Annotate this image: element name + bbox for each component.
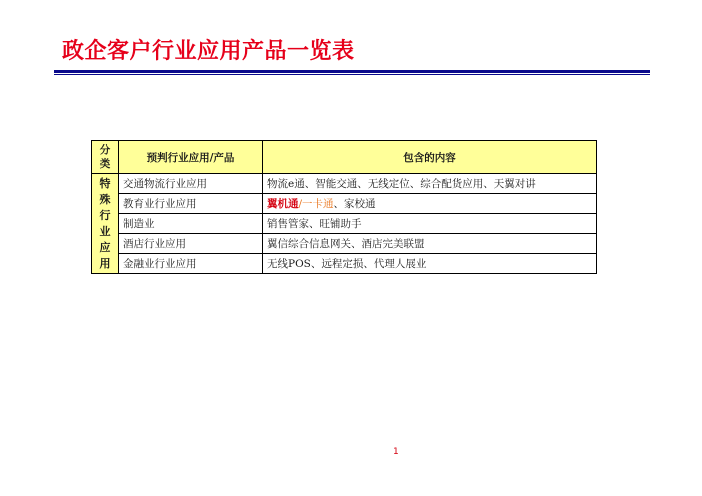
table-row [92,254,597,274]
title-underline-thin [54,74,650,75]
title-underline-thick [54,70,650,73]
highlight-red-text: 翼机通 [267,198,299,210]
content-cell: 物流e通、智能交通、无线定位、综合配货应用、天翼对讲 [263,174,597,194]
content-text: 、家校通 [333,198,376,210]
group-label: 特 殊 行 业 应 用 [92,174,119,274]
table-row [92,194,597,214]
table-header-row [92,141,597,174]
table-row [92,174,597,194]
content-cell [263,194,597,214]
page-title: 政企客户行业应用产品一览表 [62,39,355,64]
product-cell: 制造业 [119,214,263,234]
product-table [91,140,597,274]
product-cell: 金融业行业应用 [119,254,263,274]
product-column-header: 预判行业应用/产品 [119,141,263,174]
content-column-header: 包含的内容 [263,141,597,174]
page-number: 1 [393,447,399,457]
content-cell: 无线POS、远程定损、代理人展业 [263,254,597,274]
product-cell: 酒店行业应用 [119,234,263,254]
table-row [92,234,597,254]
content-cell: 销售管家、旺铺助手 [263,214,597,234]
table-row [92,214,597,234]
product-cell: 交通物流行业应用 [119,174,263,194]
content-cell: 翼信综合信息网关、酒店完美联盟 [263,234,597,254]
highlight-orange-text: /一卡通 [298,198,334,210]
category-header: 分 类 [92,141,119,174]
product-cell: 教育业行业应用 [119,194,263,214]
